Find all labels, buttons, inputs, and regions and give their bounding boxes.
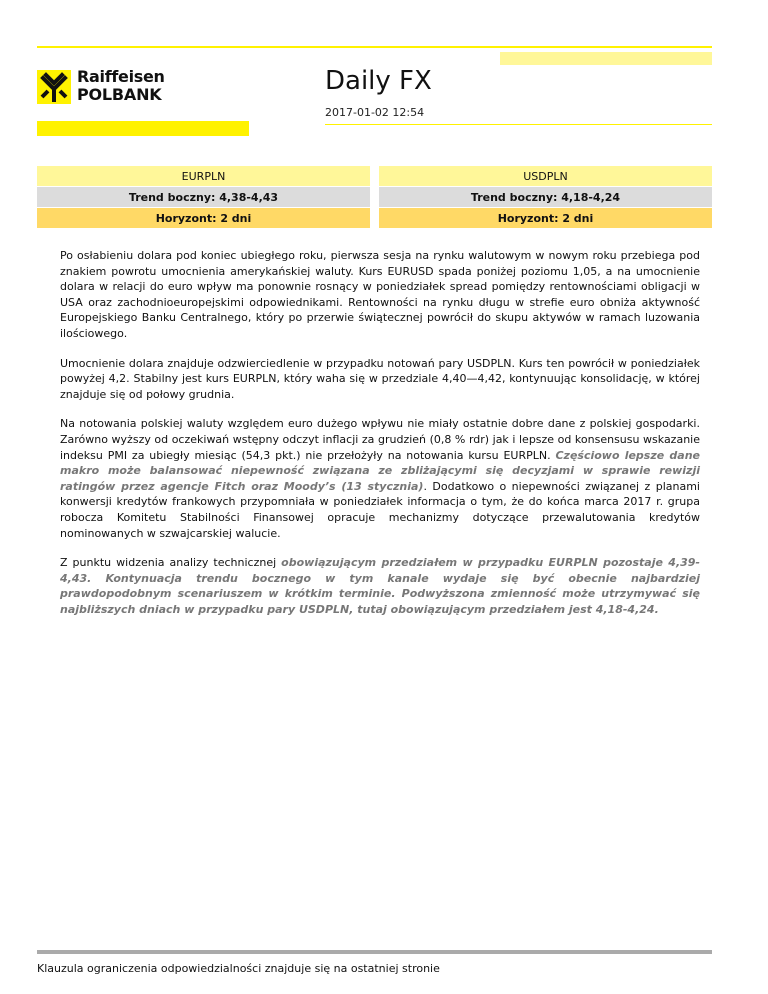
fx-summary-table: [37, 166, 712, 229]
pair-label-usdpln: USDPLN: [379, 166, 712, 186]
page-title: Daily FX: [325, 66, 432, 96]
brand-name-line1: Raiffeisen: [77, 67, 165, 86]
paragraph-1: Po osłabieniu dolara pod koniec ubiegłego roku, pierwsza sesja na rynku walutowym w nowym roku przebiega pod znakiem powrotu umocnienia amerykańskiej waluty. Kurs EURUSD spada poniżej poziomu 1,05, a na umocnienie dolara w relacji do euro wpływ ma ponownie rosnący w poniedziałek spread pomiędzy rentownościami obligacji w USA oraz zachodnioeuropejskimi odpowiednikami. Rentowności na rynku długu w strefie euro obniża aktywność Europejskiego Banku Centralnego, który po przerwie świątecznej powrócił do skupu aktywów w ramach luzowania ilościowego.: [60, 249, 700, 340]
paragraph-4: [60, 555, 700, 617]
paragraph-3-emphasis: Częściowo lepsze dane makro może balansować niepewność związana ze zbliżającymi się decyzjami w sprawie rewizji ratingów przez agencje Fitch oraz Moody’s (13 stycznia): [60, 448, 700, 493]
footer-disclaimer: Klauzula ograniczenia odpowiedzialności znajduje się na ostatniej stronie: [37, 962, 440, 975]
paragraph-4-emphasis: obowiązującym przedziałem w przypadku EURPLN pozostaje 4,39-4,43. Kontynuacja trendu bocznego w tym kanale wydaje się być obecnie najbardziej prawdopodobnym scenariuszem w krótkim terminie. Podwyższona zmienność może utrzymywać się najbliższych dniach w przypadku pary USDPLN, tutaj obowiązującym przedziałem jest 4,18-4,24.: [60, 556, 700, 616]
fx-trend-row: [37, 187, 712, 207]
brand-name-line2: POLBANK: [77, 85, 162, 104]
paragraph-3-text-b: . Dodatkowo o niepewności związanej z planami konwersji kredytów frankowych przypomniała w poniedziałek informacja o tym, że do końca marca 2017 r. grupa robocza Komitetu Stabilności Finansowej opracuje mechanizmy dotyczące przewalutowania kredytów nominowanych w szwajcarskiej walucie.: [60, 479, 700, 540]
paragraph-2: Umocnienie dolara znajduje odzwierciedlenie w przypadku notowań pary USDPLN. Kurs ten powrócił w poniedziałek powyżej 4,2. Stabilny jest kurs EURPLN, który waha się w przedziale 4,40—4,42, kontynuując konsolidację, w której znajduje się od połowy grudnia.: [60, 356, 700, 401]
paragraph-3: [60, 416, 700, 541]
trend-usdpln: Trend boczny: 4,18-4,24: [379, 187, 712, 207]
footer-rule: [37, 950, 712, 954]
header-accent-bar: [37, 121, 249, 136]
raiffeisen-gable-cross-icon: [37, 70, 71, 104]
horyzont-eurpln: Horyzont: 2 dni: [37, 208, 370, 228]
pair-label-eurpln: EURPLN: [37, 166, 370, 186]
header-accent-box: [500, 52, 712, 65]
report-timestamp: 2017-01-02 12:54: [325, 106, 425, 119]
trend-eurpln: Trend boczny: 4,38-4,43: [37, 187, 370, 207]
header-divider: [325, 124, 712, 125]
brand-logo: [37, 68, 207, 108]
report-body: [60, 248, 700, 631]
fx-pair-row: [37, 166, 712, 186]
horyzont-usdpln: Horyzont: 2 dni: [379, 208, 712, 228]
brand-wordmark: [77, 68, 165, 104]
paragraph-4-text-a: Z punktu widzenia analizy technicznej: [60, 556, 282, 570]
fx-horyzont-row: [37, 208, 712, 228]
paragraph-3-text-a: Na notowania polskiej waluty względem euro dużego wpływu nie miały ostatnie dobre dane z polskiej gospodarki. Zarówno wyższy od oczekiwań wstępny odczyt inflacji za grudzień (0,8 % rdr) jak i lepsze od konsensusu wskazanie indeksu PMI za ubiegły miesiąc (54,3 pkt.) nie przełożyły na notowania kursu EURPLN.: [60, 417, 700, 462]
header-top-rule: [37, 46, 712, 48]
